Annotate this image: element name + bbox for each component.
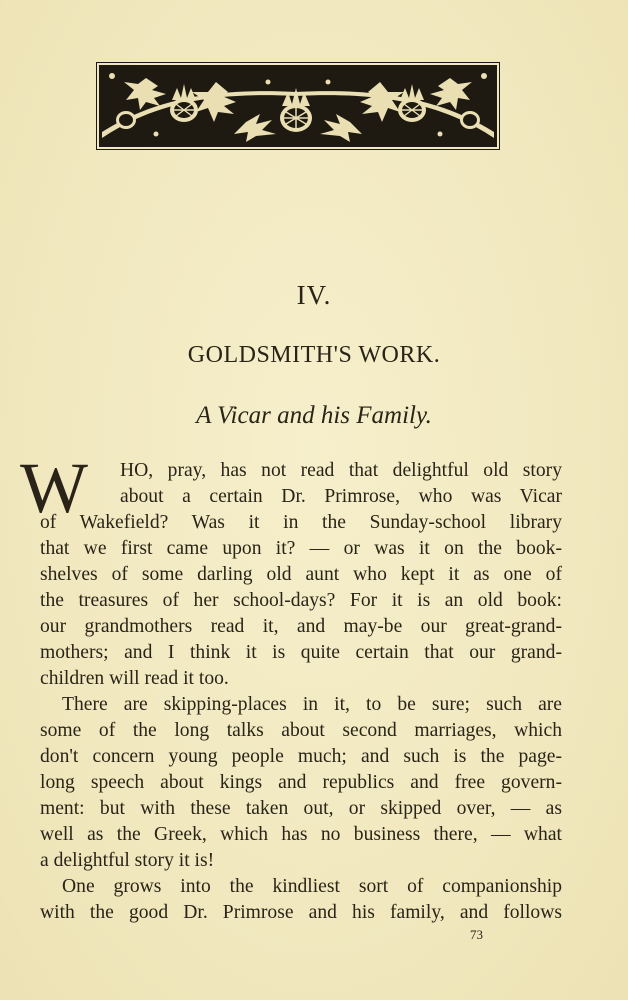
text-line: the treasures of her school-days? For it is an old book:	[40, 590, 562, 611]
text-line: There are skipping-places in it, to be sure; such are	[62, 694, 562, 715]
section-title: A Vicar and his Family.	[196, 402, 432, 429]
body-text	[40, 458, 562, 926]
text-line: mothers; and I think it is quite certain that our grand-	[40, 642, 562, 663]
text-line: ment: but with these taken out, or skipped over, — as	[40, 798, 562, 819]
text-line: a delightful story it is!	[40, 850, 215, 871]
text-line: HO, pray, has not read that delightful old story	[120, 460, 562, 481]
chapter-number: IV.	[296, 280, 332, 310]
text-line: One grows into the kindliest sort of companionship	[62, 876, 562, 897]
page-number: 73	[470, 927, 483, 942]
chapter-title: GOLDSMITH'S WORK.	[187, 342, 441, 368]
text-line: children will read it too.	[40, 668, 229, 689]
text-line: long speech about kings and republics and free govern-	[40, 772, 562, 793]
thistle-ornament-icon	[96, 62, 500, 150]
text-line: well as the Greek, which has no business there, — what	[40, 824, 562, 845]
text-line: shelves of some darling old aunt who kept it as one of	[40, 564, 562, 585]
text-line: with the good Dr. Primrose and his family, and follows	[40, 902, 562, 923]
text-line: our grandmothers read it, and may-be our great-grand-	[40, 616, 562, 637]
drop-cap: W	[20, 448, 86, 528]
text-line: about a certain Dr. Primrose, who was Vicar	[120, 486, 562, 507]
text-line: don't concern young people much; and such is the page-	[40, 746, 562, 767]
text-line: some of the long talks about second marriages, which	[40, 720, 562, 741]
text-line: of Wakefield? Was it in the Sunday-school library	[40, 512, 562, 533]
text-line: that we first came upon it? — or was it on the book-	[40, 538, 562, 559]
